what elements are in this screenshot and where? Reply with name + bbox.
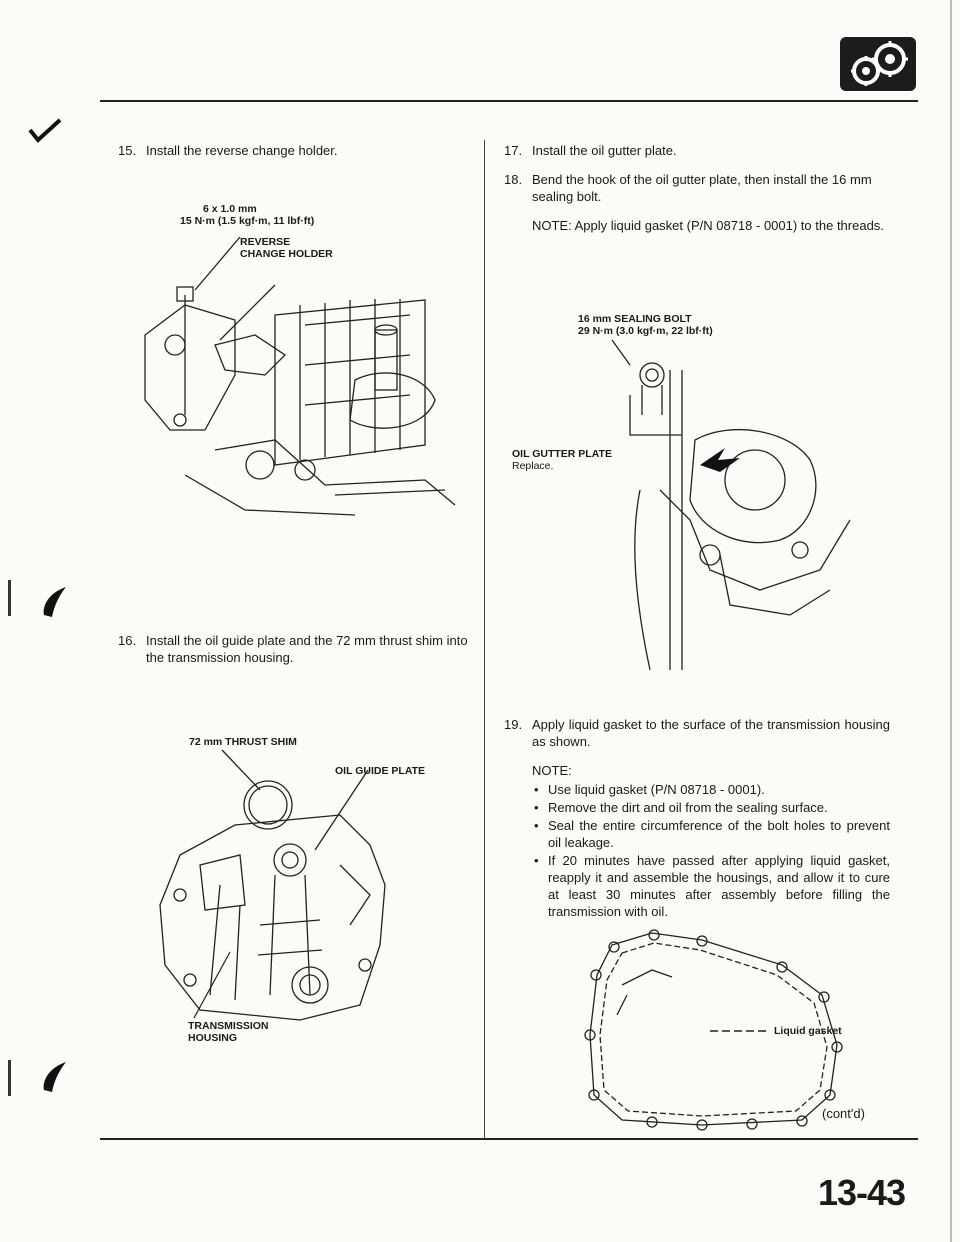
leader-line — [180, 950, 240, 1020]
step-number: 18. — [504, 172, 523, 187]
note-item: • Seal the entire circumference of the bolt holes to prevent oil leakage. — [532, 817, 890, 851]
note-item: • Use liquid gasket (P/N 08718 - 0001). — [532, 781, 890, 798]
step-number: 16. — [118, 633, 137, 648]
step-17 — [504, 142, 890, 159]
step-18 — [504, 171, 890, 234]
holder-label-line2: CHANGE HOLDER — [240, 248, 333, 260]
oil-gutter-plate-label: OIL GUTTER PLATE — [512, 448, 612, 460]
legend-dash-line — [710, 1029, 770, 1033]
check-mark-icon — [40, 1060, 70, 1094]
step-text: Install the oil guide plate and the 72 mm thrust shim into the transmission housing. — [146, 633, 468, 665]
step-15 — [118, 142, 468, 159]
margin-bracket — [8, 580, 11, 616]
page-number: 13-43 — [818, 1172, 906, 1213]
step-text: Install the oil gutter plate. — [532, 143, 677, 158]
note-heading: NOTE: — [532, 763, 572, 778]
step-text: Install the reverse change holder. — [146, 143, 338, 158]
header-rule — [100, 100, 918, 102]
note-list — [532, 781, 890, 920]
torque-label: 15 N·m (1.5 kgf·m, 11 lbf·ft) — [180, 215, 315, 227]
step-note: NOTE: Apply liquid gasket (P/N 08718 - 0001) to the threads. — [532, 218, 884, 233]
replace-note: Replace. — [512, 460, 554, 472]
sealing-bolt-label: 16 mm SEALING BOLT — [578, 313, 692, 325]
note-item: • Remove the dirt and oil from the sealing surface. — [532, 799, 890, 816]
step-16 — [118, 632, 478, 666]
transmission-gears-icon — [840, 37, 916, 91]
margin-bracket — [8, 1060, 11, 1096]
gasket-legend-label: Liquid gasket — [774, 1025, 842, 1037]
holder-label-line1: REVERSE — [240, 236, 291, 248]
bolt-size-label: 6 x 1.0 mm — [203, 203, 257, 215]
note-item: • If 20 minutes have passed after applying liquid gasket, reapply it and assemble the housings, and allow it to cure at least 30 minutes after assembly before filling the transmission with oil. — [532, 852, 890, 920]
step-19 — [504, 716, 890, 921]
sealing-bolt-torque-label: 29 N·m (3.0 kgf·m, 22 lbf·ft) — [578, 325, 713, 337]
column-divider — [484, 140, 485, 1140]
housing-label-line2: HOUSING — [188, 1032, 238, 1044]
footer-rule — [100, 1138, 918, 1140]
check-mark-icon — [40, 585, 70, 619]
thrust-shim-label: 72 mm THRUST SHIM — [189, 736, 297, 748]
oil-gutter-plate-illustration — [590, 340, 860, 680]
step-number: 17. — [504, 143, 523, 158]
binding-edge — [950, 0, 952, 1242]
check-mark-icon — [28, 118, 62, 144]
continued-label: (cont'd) — [822, 1106, 865, 1121]
step-text: Bend the hook of the oil gutter plate, then install the 16 mm sealing bolt. — [532, 172, 872, 204]
step-number: 15. — [118, 143, 137, 158]
reverse-holder-illustration — [125, 225, 470, 525]
housing-label-line1: TRANSMISSION — [188, 1020, 269, 1032]
step-number: 19. — [504, 717, 523, 732]
oil-guide-plate-label: OIL GUIDE PLATE — [335, 765, 426, 777]
step-text: Apply liquid gasket to the surface of the transmission housing as shown. — [532, 717, 890, 749]
